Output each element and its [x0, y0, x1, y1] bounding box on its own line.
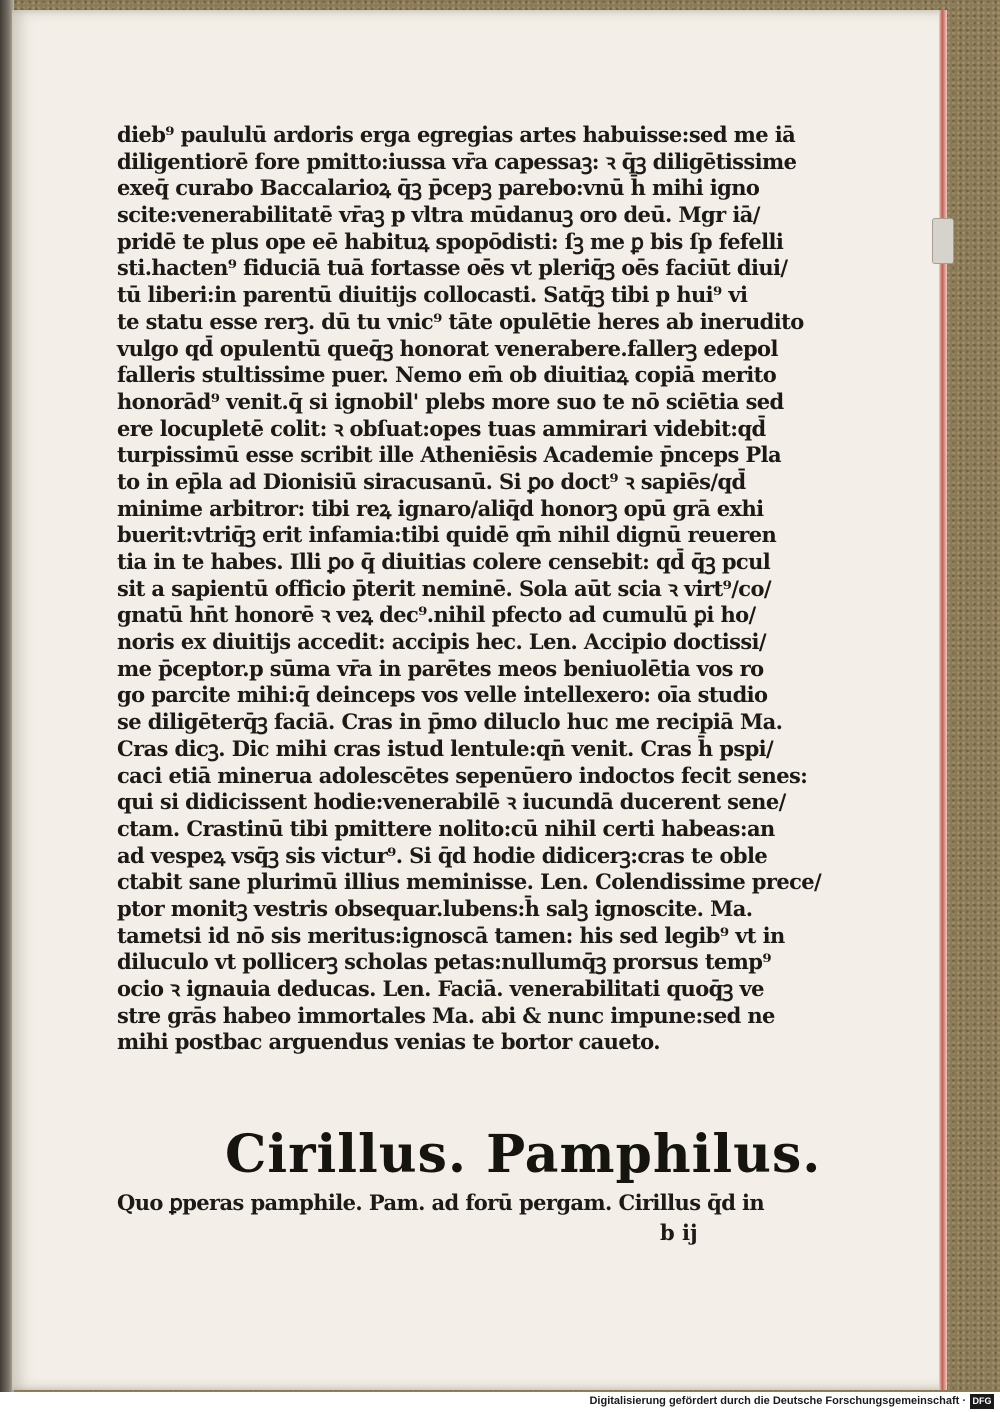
body-text — [117, 122, 822, 1056]
text-line: ctabit sane plurimū illius meminisse. Len. Colendissime prece/ — [117, 869, 822, 895]
footer-credit: Digitalisierung gefördert durch die Deutsche Forschungsgemeinschaft · — [589, 1395, 966, 1407]
text-line: te statu esse rerꝫ. dū tu vnic⁹ tāte opulētie heres ab inerudito — [117, 308, 804, 334]
text-line: tū liberi:in parentū diuitijs collocasti. Satq̄ꝫ tibi p hui⁹ vi — [117, 282, 748, 308]
text-line: me p̄ceptor.p sūma vr̄a in parētes meos beniuolētia vos ro — [117, 655, 764, 681]
dfg-logo-icon: DFG — [970, 1394, 994, 1409]
text-line: go parcite mihi:q̄ deinceps vos velle intellexero: oīa studio — [117, 682, 768, 708]
text-line: sti.hacten⁹ fiduciā tuā fortasse oēs vt pleriq̄ꝫ oēs faciūt diui/ — [117, 255, 788, 281]
text-line: falleris stultissime puer. Nemo em̄ ob diuitiaꝝ copiā merito — [117, 362, 777, 388]
text-line: stre grās habeo immortales Ma. abi & nunc impune:sed ne — [117, 1002, 775, 1028]
text-line: ctam. Crastinū tibi pmittere nolito:cū nihil certi habeas:an — [117, 815, 775, 841]
text-line: pridē te plus ope eē habituꝝ spopōdisti: ſꝫ me ꝑ bis ſp fefelli — [117, 228, 784, 254]
text-line: tia in te habes. Illi ꝑo q̄ diuitias colere censebit: qd̄ q̄ꝫ pcul — [117, 549, 771, 574]
text-line: minime arbitror: tibi reꝝ ignaro/aliq̄d honorꝫ opū grā exhi — [117, 495, 764, 521]
text-line: honorād⁹ venit.q̄ si ignobil' plebs more suo te nō sciētia sed — [117, 388, 784, 414]
text-line: qui si didicissent hodie:venerabilē ꝛ iucundā ducerent sene/ — [117, 789, 786, 815]
page-red-edge — [939, 10, 947, 1390]
text-line: dieb⁹ paululū ardoris erga egregias artes habuisse:sed me iā — [117, 122, 796, 147]
text-line: scite:venerabilitatē vr̄aꝫ p vltra mūdanuꝫ oro deū. Mgr iā/ — [117, 202, 760, 228]
text-line: turpissimū esse scribit ille Atheniēsis Academie p̄nceps Pla — [117, 442, 782, 468]
text-line: diligentiorē fore pmitto:iussa vr̄a capessaꝫ: ꝛ q̄ꝫ diligētissime — [117, 148, 797, 174]
text-line: se diligēterq̄ꝫ faciā. Cras in p̄mo diluclo huc me recipiā Ma. — [117, 709, 783, 735]
body-text-line-final: Quo ꝑperas pamphile. Pam. ad forū pergam. Cirillus q̄d in — [117, 1190, 765, 1215]
signature-mark: b ij — [660, 1220, 698, 1245]
text-line: exeq̄ curabo Baccalarioꝝ q̄ꝫ p̄cepꝫ parebo:vnū h̄ mihi igno — [117, 175, 760, 201]
text-line: ptor monitꝫ vestris obsequar.lubens:h̄ salꝫ ignoscite. Ma. — [117, 895, 753, 921]
footer-bar — [0, 1392, 1000, 1412]
text-line: ad vespeꝝ vsq̄ꝫ sis victur⁹. Si q̄d hodie didicerꝫ:cras te oble — [117, 842, 768, 868]
text-line: caci etiā minerua adolescētes sepenūero indoctos fecit senes: — [117, 762, 808, 788]
text-line: sit a sapientū officio p̄terit neminē. Sola aūt scia ꝛ virt⁹/co/ — [117, 575, 771, 601]
text-line: mihi postbac arguendus venias te bortor caueto. — [117, 1029, 660, 1055]
text-line: noris ex diuitijs accedit: accipis hec. Len. Accipio doctissi/ — [117, 629, 767, 655]
text-line: buerit:vtriq̄ꝫ erit infamia:tibi quidē qm̄ nihil dignū reueren — [117, 522, 777, 548]
page-wear-mark — [932, 218, 954, 264]
text-line: vulgo qd̄ opulentū queq̄ꝫ honorat venerabere.fallerꝫ edepol — [117, 335, 778, 361]
text-line: Cras dicꝫ. Dic mihi cras istud lentule:qn̄ venit. Cras h̄ pspi/ — [117, 735, 774, 761]
text-line: diluculo vt pollicerꝫ scholas petas:nullumq̄ꝫ prorsus temp⁹ — [117, 949, 771, 975]
text-line: to in ep̄la ad Dionisiū siracusanū. Si ꝑo doct⁹ ꝛ sapiēs/qd̄ — [117, 468, 746, 494]
text-line: ere locupletē colit: ꝛ obſuat:opes tuas ammirari videbit:qd̄ — [117, 415, 766, 441]
text-line: tametsi id nō sis meritus:ignoscā tamen: his sed legib⁹ vt in — [117, 922, 785, 948]
text-line: gnatū hn̄t honorē ꝛ veꝝ dec⁹.nihil pfecto ad cumulū ꝑi ho/ — [117, 602, 756, 628]
text-line: ocio ꝛ ignauia deducas. Len. Faciā. venerabilitati quoq̄ꝫ ve — [117, 976, 764, 1001]
section-heading: Cirillus. Pamphilus. — [225, 1124, 822, 1185]
